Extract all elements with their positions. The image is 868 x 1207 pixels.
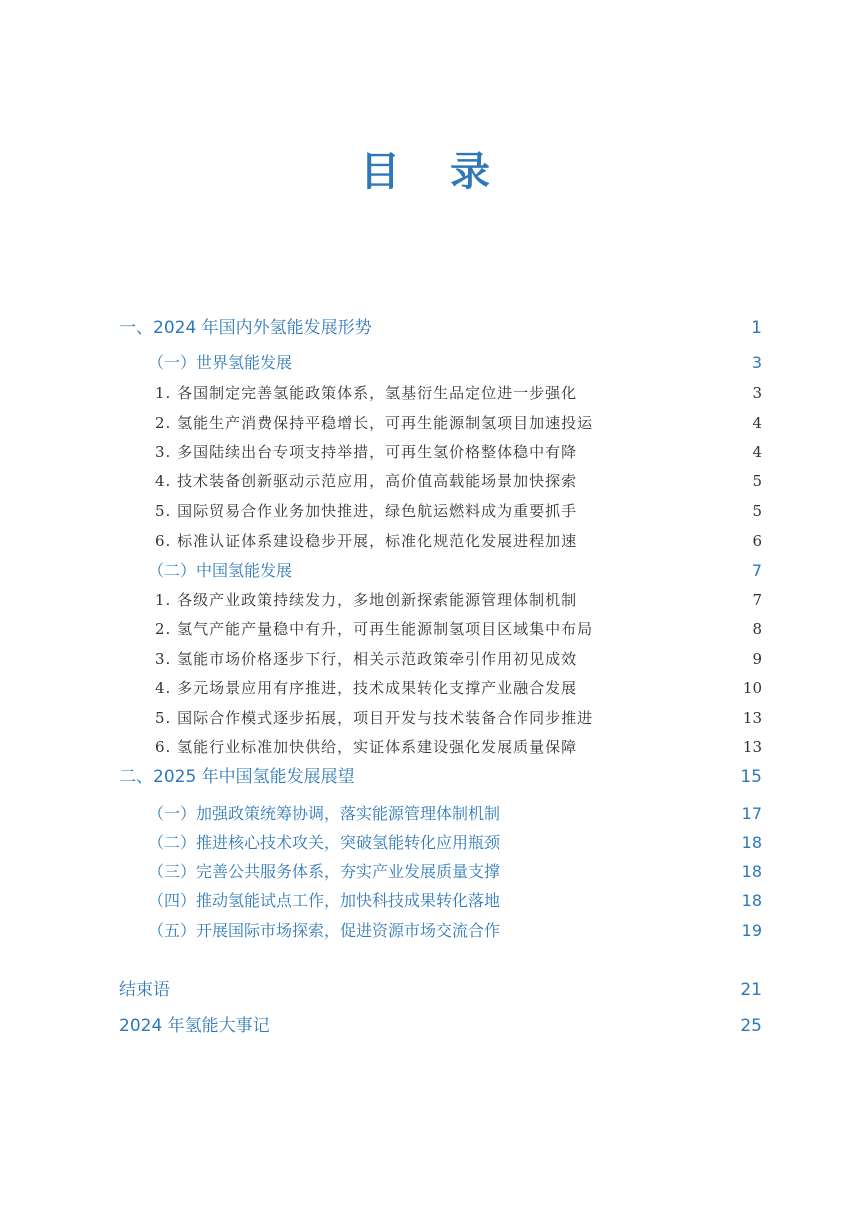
page-title: 目 录 (360, 148, 508, 195)
toc-entry-page: 4 (752, 443, 762, 461)
toc-entry-label: 1. 各国制定完善氢能政策体系，氢基衍生品定位进一步强化 (155, 384, 578, 402)
toc-entry-page: 10 (742, 679, 762, 697)
toc-entry[interactable] (0, 498, 868, 524)
toc-entry-label: 6. 氢能行业标准加快供给，实证体系建设强化发展质量保障 (155, 738, 578, 756)
toc-entry[interactable] (0, 380, 868, 406)
toc-entry[interactable] (0, 859, 868, 885)
toc-entry-page: 25 (740, 1016, 762, 1036)
toc-entry-page: 7 (752, 591, 762, 609)
toc-entry[interactable] (0, 675, 868, 701)
toc-entry[interactable] (0, 705, 868, 731)
toc-entry-label: 5. 国际合作模式逐步拓展，项目开发与技术装备合作同步推进 (155, 709, 594, 727)
toc-entry[interactable] (0, 616, 868, 642)
toc-entry-page: 5 (752, 502, 762, 520)
toc-entry-page: 18 (741, 891, 762, 910)
toc-entry-page: 7 (751, 561, 762, 580)
toc-entry[interactable] (0, 1013, 868, 1039)
toc-entry[interactable] (0, 734, 868, 760)
toc-entry-label: 二、2025 年中国氢能发展展望 (119, 767, 355, 787)
toc-entry-label: （一）加强政策统筹协调，落实能源管理体制机制 (148, 804, 501, 823)
toc-entry-page: 13 (742, 709, 762, 727)
toc-entry-page: 5 (752, 472, 762, 490)
toc-entry-page: 4 (752, 414, 762, 432)
toc-entry-page: 6 (752, 532, 762, 550)
toc-entry-label: （二）推进核心技术攻关，突破氢能转化应用瓶颈 (148, 833, 501, 852)
toc-entry-label: 2024 年氢能大事记 (119, 1016, 270, 1036)
toc-entry[interactable] (0, 801, 868, 827)
toc-entry-label: （五）开展国际市场探索，促进资源市场交流合作 (148, 921, 501, 940)
toc-entry-label: 结束语 (119, 980, 170, 1000)
toc-entry[interactable] (0, 888, 868, 914)
toc-entry-label: 3. 多国陆续出台专项支持举措，可再生氢价格整体稳中有降 (155, 443, 578, 461)
toc-entry-page: 21 (740, 980, 762, 1000)
toc-entry[interactable] (0, 410, 868, 436)
toc-entry-label: （四）推动氢能试点工作，加快科技成果转化落地 (148, 891, 501, 910)
toc-entry-label: 5. 国际贸易合作业务加快推进，绿色航运燃料成为重要抓手 (155, 502, 578, 520)
toc-entry-label: 3. 氢能市场价格逐步下行，相关示范政策牵引作用初见成效 (155, 650, 578, 668)
toc-entry[interactable] (0, 587, 868, 613)
toc-entry[interactable] (0, 439, 868, 465)
toc-entry-page: 8 (752, 620, 762, 638)
toc-entry-page: 15 (740, 767, 762, 787)
toc-entry-label: （三）完善公共服务体系，夯实产业发展质量支撑 (148, 862, 501, 881)
toc-entry-page: 9 (752, 650, 762, 668)
toc-entry-label: 4. 技术装备创新驱动示范应用，高价值高载能场景加快探索 (155, 472, 578, 490)
toc-entry[interactable] (0, 315, 868, 341)
toc-entry-page: 19 (741, 921, 762, 940)
toc-entry-page: 3 (751, 353, 762, 372)
toc-entry[interactable] (0, 977, 868, 1003)
toc-entry-page: 18 (741, 862, 762, 881)
toc-entry[interactable] (0, 830, 868, 856)
toc-entry[interactable] (0, 764, 868, 790)
toc-entry-page: 13 (742, 738, 762, 756)
toc-entry-label: 2. 氢能生产消费保持平稳增长，可再生能源制氢项目加速投运 (155, 414, 594, 432)
toc-entry-label: 6. 标准认证体系建设稳步开展，标准化规范化发展进程加速 (155, 532, 578, 550)
toc-entry-label: 1. 各级产业政策持续发力，多地创新探索能源管理体制机制 (155, 591, 578, 609)
toc-entry[interactable] (0, 350, 868, 376)
toc-entry-page: 18 (741, 833, 762, 852)
toc-entry[interactable] (0, 646, 868, 672)
toc-entry-page: 3 (752, 384, 762, 402)
toc-entry-label: 2. 氢气产能产量稳中有升，可再生能源制氢项目区域集中布局 (155, 620, 594, 638)
toc-entry[interactable] (0, 468, 868, 494)
toc-entry[interactable] (0, 558, 868, 584)
toc-entry-label: （一）世界氢能发展 (148, 353, 293, 372)
toc-entry-label: （二）中国氢能发展 (148, 561, 293, 580)
toc-entry-label: 4. 多元场景应用有序推进，技术成果转化支撑产业融合发展 (155, 679, 578, 697)
toc-entry[interactable] (0, 918, 868, 944)
toc-entry[interactable] (0, 528, 868, 554)
toc-entry-label: 一、2024 年国内外氢能发展形势 (119, 318, 372, 338)
toc-entry-page: 1 (751, 318, 762, 338)
toc-entry-page: 17 (741, 804, 762, 823)
